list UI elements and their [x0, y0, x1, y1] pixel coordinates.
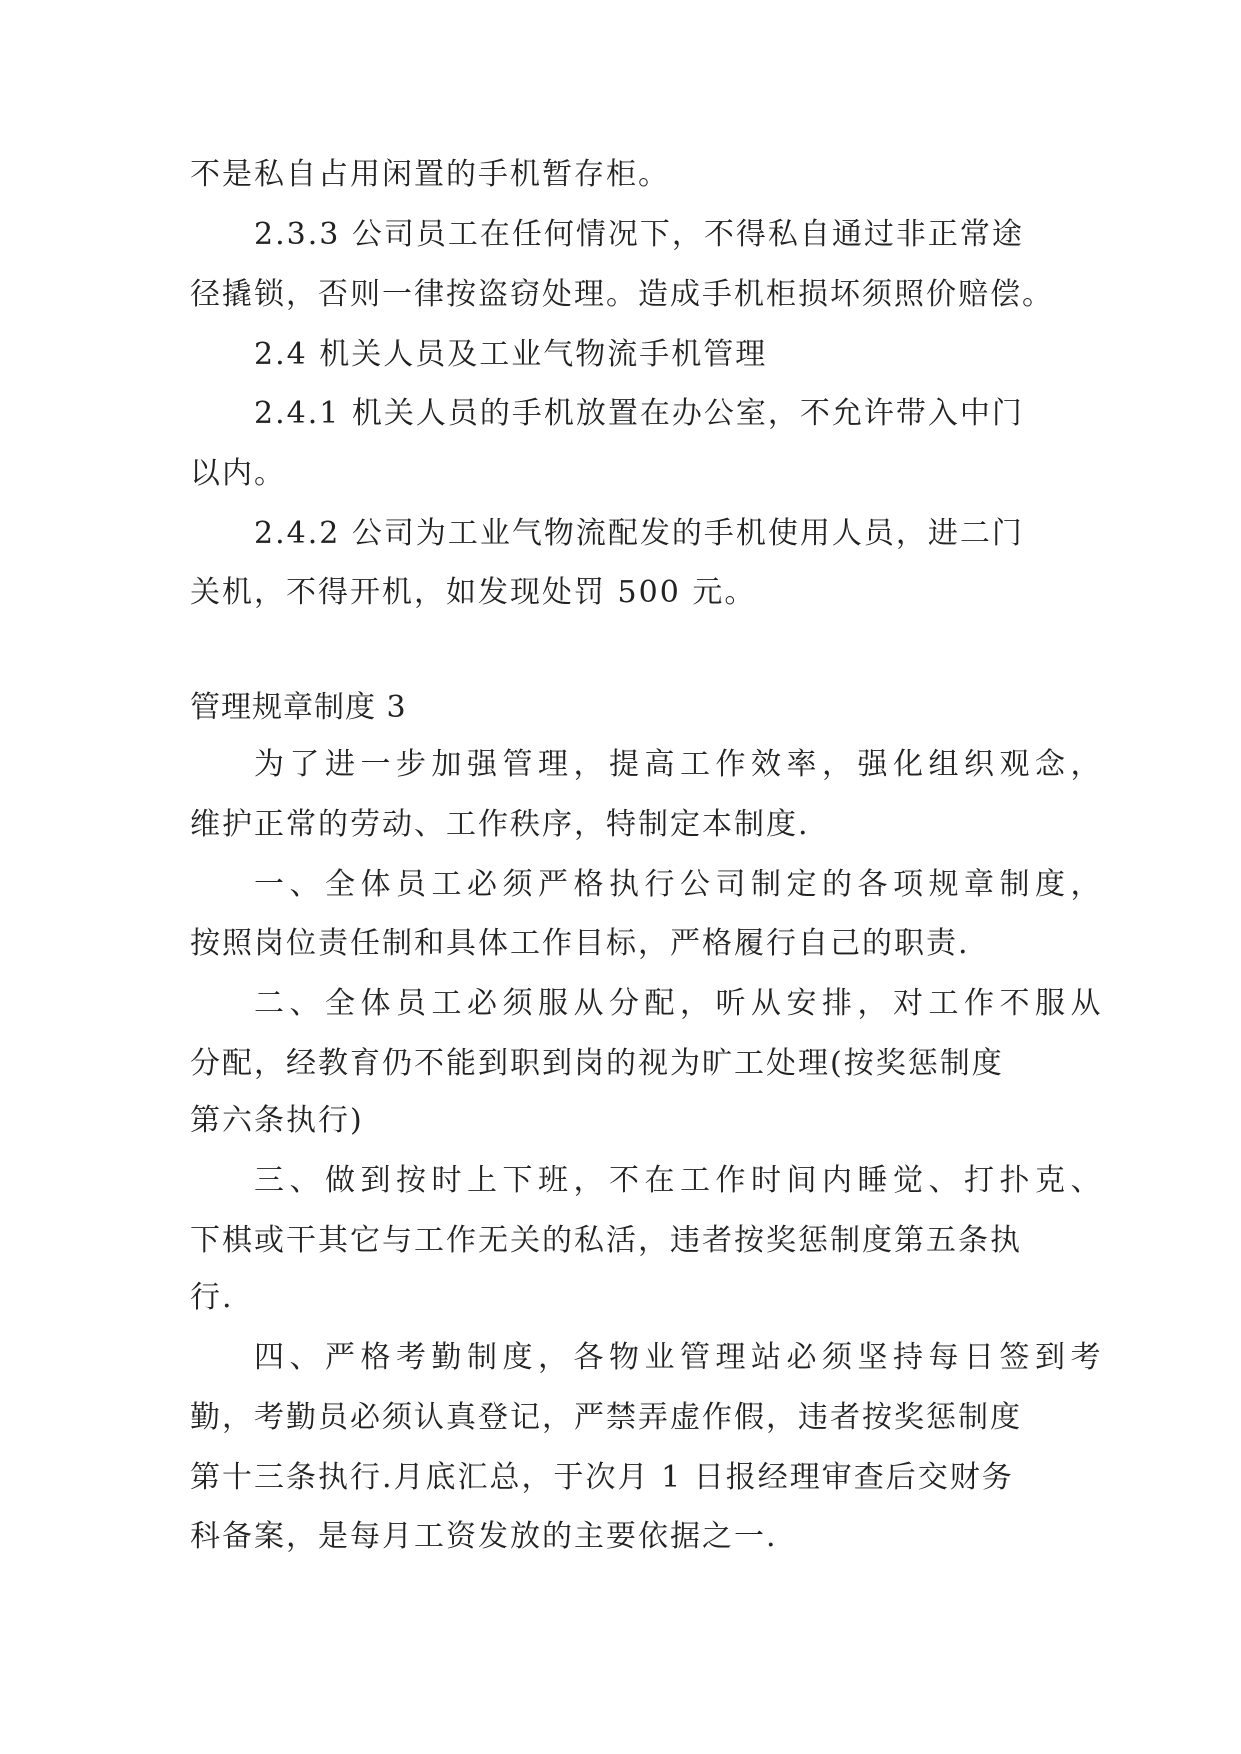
text-line: 第十三条执行.月底汇总，于次月 1 日报经理审查后交财务: [190, 1460, 1014, 1495]
text-line: 三、做到按时上下班，不在工作时间内睡觉、打扑克、: [254, 1163, 1106, 1198]
text-line: 径撬锁，否则一律按盗窃处理。造成手机柜损坏须照价赔偿。: [190, 277, 1054, 312]
text-line: 一、全体员工必须严格执行公司制定的各项规章制度，: [254, 867, 1106, 902]
text-line: 科备案，是每月工资发放的主要依据之一.: [190, 1519, 778, 1554]
text-line: 下棋或干其它与工作无关的私活，违者按奖惩制度第五条执: [190, 1223, 1022, 1258]
text-line: 第六条执行): [190, 1103, 364, 1138]
text-line: 2.3.3 公司员工在任何情况下，不得私自通过非正常途: [254, 217, 1024, 252]
text-line: 二、全体员工必须服从分配，听从安排，对工作不服从: [254, 986, 1106, 1021]
text-line: 按照岗位责任制和具体工作目标，严格履行自己的职责.: [190, 926, 970, 961]
text-line: 为了进一步加强管理，提高工作效率，强化组织观念，: [254, 747, 1106, 782]
text-line: 2.4.2 公司为工业气物流配发的手机使用人员，进二门: [254, 516, 1024, 551]
text-line: 以内。: [190, 456, 286, 491]
section-heading: 2.4 机关人员及工业气物流手机管理: [254, 337, 768, 372]
text-line: 关机，不得开机，如发现处罚 500 元。: [190, 575, 757, 610]
text-line: 维护正常的劳动、工作秩序，特制定本制度.: [190, 807, 810, 842]
text-line: 2.4.1 机关人员的手机放置在办公室，不允许带入中门: [254, 396, 1024, 431]
text-line: 不是私自占用闲置的手机暂存柜。: [190, 157, 670, 192]
text-line: 行.: [190, 1280, 234, 1315]
text-line: 勤，考勤员必须认真登记，严禁弄虚作假，违者按奖惩制度: [190, 1400, 1022, 1435]
document-title: 管理规章制度 3: [190, 690, 407, 725]
text-line: 分配，经教育仍不能到职到岗的视为旷工处理(按奖惩制度: [190, 1046, 1004, 1081]
text-line: 四、严格考勤制度，各物业管理站必须坚持每日签到考: [254, 1340, 1106, 1375]
